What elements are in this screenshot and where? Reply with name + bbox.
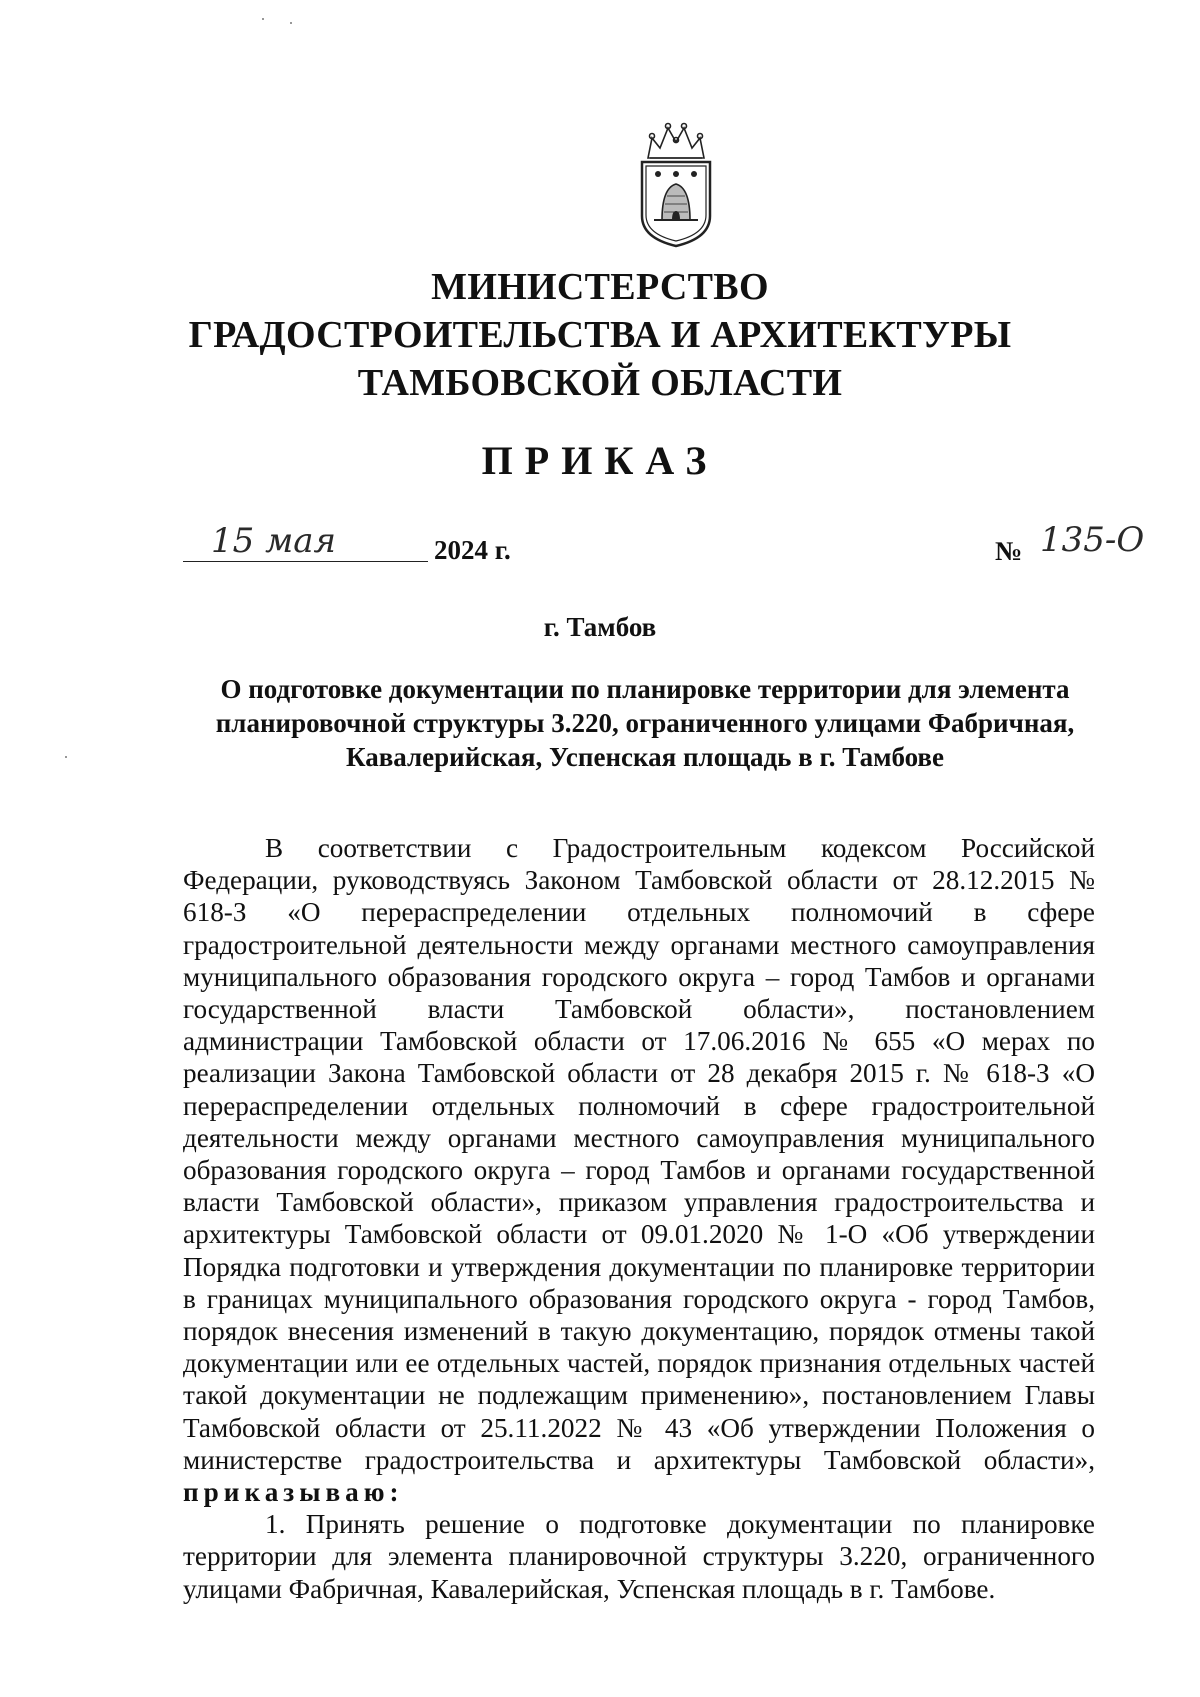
ministry-name-line-1: МИНИСТЕРСТВО [431, 266, 769, 308]
order-body [183, 832, 1095, 1605]
subject-line: О подготовке документации по планировке территории для элемента [220, 674, 1070, 704]
order-word: приказываю: [183, 1477, 404, 1508]
order-subject [195, 672, 1095, 774]
scan-speck [262, 18, 264, 20]
subject-line: Кавалерийская, Успенская площадь в г. Тамбове [345, 742, 944, 772]
ministry-name-line-2: ГРАДОСТРОИТЕЛЬСТВА И АРХИТЕКТУРЫ [188, 314, 1012, 356]
scan-speck [65, 756, 67, 758]
handwritten-order-number: 135-О [1040, 520, 1145, 560]
coat-of-arms-emblem [628, 120, 724, 250]
preamble-text: В соответствии с Градостроительным кодексом Российской Федерации, руководствуясь Законом Тамбовской области от 28.12.2015 № 618-З «О перераспределении отдельных полномочий в сфере градостроительной деятельности между органами местного самоуправления муниципального образования городского округа – город Тамбов и органами государственной власти Тамбовской области», постановлением администрации Тамбовской области от 17.06.2016 № 655 «О мерах по реализации Закона Тамбовской области от 28 декабря 2015 г. № 618-З «О перераспределении отдельных полномочий в сфере градостроительной деятельности между органами местного самоуправления муниципального образования городского округа – город Тамбов и органами государственной власти Тамбовской области», приказом управления градостроительства и архитектуры Тамбовской области от 09.01.2020 № 1-О «Об утверждении Порядка подготовки и утверждения документации по планировке территории в границах муниципального образования городского округа - город Тамбов, порядок внесения изменений в такую документацию, порядок отмены такой документации или ее отдельных частей, порядок признания отдельных частей такой документации не подлежащим применению», постановлением Главы Тамбовской области от 25.11.2022 № 43 «Об утверждении Положения о министерстве градостроительства и архитектуры Тамбовской области», [183, 833, 1095, 1475]
preamble-paragraph [183, 832, 1095, 1508]
document-type-title: ПРИКАЗ [481, 438, 719, 483]
date-underline [183, 561, 428, 562]
subject-line: планировочной структуры 3.220, ограниченного улицами Фабричная, [215, 708, 1075, 738]
order-number-label: № [995, 536, 1023, 566]
city-of-issue: г. Тамбов [543, 612, 657, 642]
ministry-name-line-3: ТАМБОВСКОЙ ОБЛАСТИ [357, 362, 843, 404]
order-item-1: 1. Принять решение о подготовке документации по планировке территории для элемента планировочной структуры 3.220, ограниченного улицами Фабричная, Кавалерийская, Успенская площадь в г. Тамбове. [183, 1509, 1095, 1604]
handwritten-date: 15 мая [211, 521, 337, 561]
date-year: 2024 г. [434, 535, 511, 565]
scan-speck [290, 22, 292, 24]
